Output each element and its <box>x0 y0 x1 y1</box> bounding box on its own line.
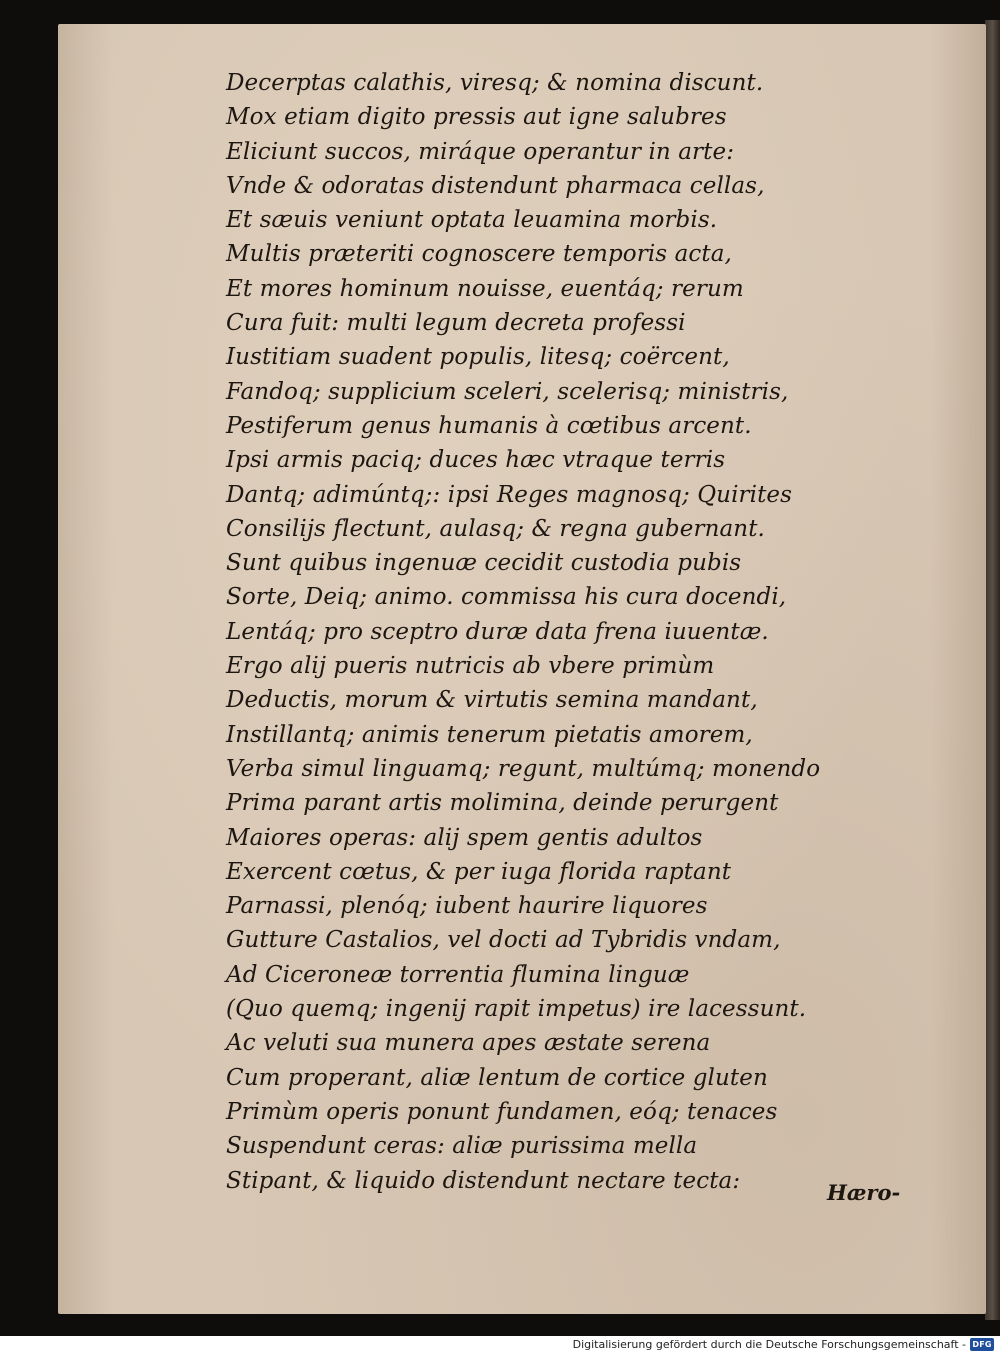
verse-line: Fandoq; supplicium sceleri, scelerisq; ministris, <box>226 378 789 405</box>
catchword: Hæro- <box>827 1180 901 1205</box>
verse-line: Consilijs flectunt, aulasq; & regna gubernant. <box>226 515 765 542</box>
verse-line: Primùm operis ponunt fundamen, eóq; tenaces <box>226 1098 778 1125</box>
verse-line: Et mores hominum nouisse, euentáq; rerum <box>226 275 744 302</box>
verse-line: Sorte, Deiq; animo. commissa his cura docendi, <box>226 584 787 611</box>
verse-line: Instillantq; animis tenerum pietatis amorem, <box>226 721 753 748</box>
verse-line: Stipant, & liquido distendunt nectare tecta: <box>226 1167 741 1194</box>
verse-line: Ipsi armis paciq; duces hæc vtraque terris <box>226 447 726 474</box>
verse-line: Suspendunt ceras: aliæ purissima mella <box>226 1133 698 1160</box>
verse-line: Prima parant artis molimina, deinde perurgent <box>226 790 779 817</box>
verse-text <box>226 66 906 1198</box>
verse-line: Et sæuis veniunt optata leuamina morbis. <box>226 207 718 234</box>
verse-line: Ad Ciceroneæ torrentia flumina linguæ <box>226 961 690 988</box>
verse-line: Parnassi, plenóq; iubent haurire liquores <box>226 893 708 920</box>
verse-line: Dantq; adimúntq;: ipsi Reges magnosq; Quirites <box>226 481 793 508</box>
verse-line: Cum properant, aliæ lentum de cortice gluten <box>226 1064 768 1091</box>
footer-bar <box>0 1336 1000 1356</box>
verse-line: Lentáq; pro sceptro duræ data frena iuuentæ. <box>226 618 769 645</box>
verse-line: Verba simul linguamq; regunt, multúmq; monendo <box>226 755 821 782</box>
footer-credit: Digitalisierung gefördert durch die Deutsche Forschungsgemeinschaft - <box>572 1338 966 1351</box>
verse-line: (Quo quemq; ingenij rapit impetus) ire lacessunt. <box>226 996 807 1023</box>
verse-line: Gutture Castalios, vel docti ad Tybridis vndam, <box>226 927 781 954</box>
dfg-logo-icon <box>970 1338 994 1351</box>
verse-line: Iustitiam suadent populis, litesq; coërcent, <box>226 344 730 371</box>
verse-line: Deductis, morum & virtutis semina mandant, <box>226 687 758 714</box>
verse-line: Decerptas calathis, viresq; & nomina discunt. <box>226 70 764 96</box>
book-edge <box>985 20 1000 1320</box>
verse-line: Cura fuit: multi legum decreta professi <box>226 310 686 337</box>
verse-line: Maiores operas: alij spem gentis adultos <box>226 824 703 851</box>
verse-line: Multis præteriti cognoscere temporis acta, <box>226 241 732 268</box>
verse-line: Exercent cœtus, & per iuga florida raptant <box>226 858 732 885</box>
dfg-logo-text: DFG <box>972 1340 992 1349</box>
verse-line: Ac veluti sua munera apes æstate serena <box>226 1030 711 1057</box>
verse-line: Eliciunt succos, miráque operantur in arte: <box>226 138 735 165</box>
verse-line: Mox etiam digito pressis aut igne salubres <box>226 104 727 131</box>
verse-line: Vnde & odoratas distendunt pharmaca cellas, <box>226 172 765 199</box>
verse-line: Sunt quibus ingenuæ cecidit custodia pubis <box>226 550 742 577</box>
verse-line: Ergo alij pueris nutricis ab vbere primùm <box>226 653 715 680</box>
verse-line: Pestiferum genus humanis à cœtibus arcent. <box>226 412 752 439</box>
